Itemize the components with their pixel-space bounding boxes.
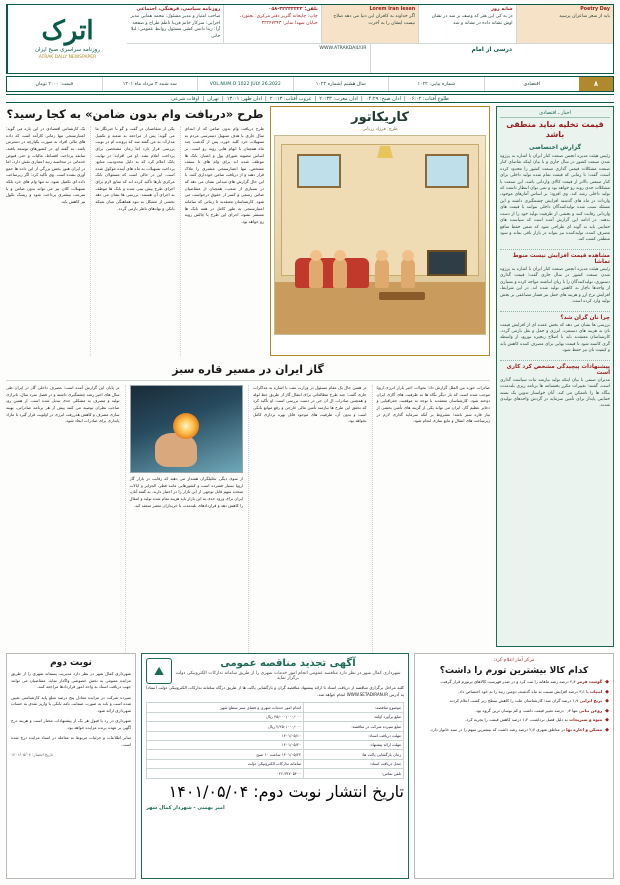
- inflation-item-text: ۲٫۴ درصد رشد ماهانه را ثبت کرد و در صدر فهرست کالاهای پرتورم قرار گرفت.: [440, 679, 576, 684]
- issue-english: VOL.NUM.O 1022 JULY 26.2022: [197, 77, 293, 91]
- sidebar-item-2-text: بررسی ها نشان می دهد که بخش عمده ای از افزایش قیمت نان به هزینه های دستمزد، انرژی و حمل و نقل بازمی گردد. کارشناسان معتقدند باید با اصلاح زنجیره توزیع، از واسطه گری کاسته شود تا قیمت نهایی برای مصرف کننده کاهش یابد و کیفیت نان نیز حفظ شود.: [500, 322, 610, 354]
- masthead-logo: [7, 5, 127, 73]
- masthead-cell-verse-header: شانه روز: [491, 7, 513, 12]
- masthead-cell-lesson: [321, 5, 418, 43]
- notice-paragraph-4: سایر اطلاعات و جزئیات مربوط به معامله در اسناد مزایده درج شده است.: [11, 735, 131, 747]
- cartoon-figure-d: [333, 258, 347, 288]
- bullet-icon: ◆: [605, 688, 609, 695]
- table-row: [147, 703, 404, 712]
- prayer-fajr: اذان صبح: ۰۴:۲۹: [365, 96, 401, 102]
- sidebar-lead-title[interactable]: قیمت تخلیه نباید منطقی باشد: [506, 120, 604, 140]
- prayer-label: اوقات شرعی: [171, 96, 200, 102]
- masthead-cell-lesson-text: اگر خداوند به کافران این دنیا می دهد صلاح نیست ایشان را به آخرت: [333, 13, 416, 26]
- tender-row-3-label: مهلت دریافت اسناد:: [304, 731, 404, 740]
- issue-price: قیمت: ۲۰۰۰ تومان: [35, 81, 74, 87]
- sidebar-item-2: [500, 311, 610, 355]
- masthead-info-grid: [127, 5, 613, 73]
- cartoon-tv: [427, 250, 467, 276]
- tender-row-3-value: ۱۴۰۱/۰۵/۱۰: [147, 731, 304, 740]
- tender-date: تاریخ انتشار نوبت دوم: ۱۴۰۱/۰۵/۰۴: [168, 781, 404, 801]
- masthead: [6, 4, 614, 74]
- masthead-cell-phone: [223, 5, 320, 43]
- inflation-item-label: گوشت قرمز: [577, 679, 603, 684]
- lead-story-col-2: یکی از متقاضیان در گفت و گو با خبرنگار ما می گوید: پس از مراجعه به شعبه و تکمیل مدارک، به من گفته شد که پرونده ام در نوبت بررسی قرار دارد اما زمان مشخصی برای پرداخت اعلام نشد. او می افزاید: در نهایت بانک اعلام کرد که به دلیل محدودیت منابع، پرداخت تسهیلات به ماه های آینده موکول شده است. این در حالی است که مسئولان بانک مرکزی بارها تأکید کرده اند که منابع لازم برای اجرای طرح پیش بینی شده و بانک ها موظف به اجرای آن هستند. بررسی ها نشان می دهد بخشی از مشکل به نبود هماهنگی میان شبکه بانکی و نهادهای ناظر بازمی گردد.: [90, 126, 174, 356]
- issue-serial: شماره پیاپی: ۱۰۲۲: [388, 77, 484, 91]
- prayer-maghrib: اذان مغرب: ۲۰:۳۳: [319, 96, 358, 102]
- bullet-icon: ◆: [605, 707, 609, 714]
- secondary-story-col-1: صادرات حوزه بین الملل گزارش داد: تحولات اخیر بازار انرژی اروپا موجب شده است که بار دیگر نگاه ها به ظرفیت های گازی ایران دوخته شود. کارشناسان معتقدند با توجه به موقعیت جغرافیایی و ذخایر عظیم گاز، ایران می تواند یکی از گزینه های تأمین بخشی از نیاز قاره سبز باشد؛ مشروط بر آنکه سرمایه گذاری لازم در زیرساخت های انتقال و مایع سازی انجام شود.: [372, 385, 491, 715]
- inflation-headline[interactable]: کدام کالا بیشترین تورم را داشت؟: [439, 666, 589, 676]
- tender-row-6-label: محل دریافت اسناد:: [304, 759, 404, 768]
- masthead-cell-verse-text: در به کی این هنر که وصف بر شد در نشان اوش نشانه داده در نشانه و شد: [431, 13, 513, 26]
- sidebar-item-2-title[interactable]: چرا نان گران شد؟: [560, 314, 610, 321]
- lead-story-columns: [6, 126, 264, 356]
- bullet-icon: ◆: [605, 726, 609, 733]
- bullet-icon: ◆: [605, 717, 609, 723]
- notice-paragraph-1: شهرداری کمال شهر در نظر دارد مدیریت پسماند شهری را از طریق مزایده عمومی به بخش خصوصی واگذار نماید. متقاضیان می توانند جهت دریافت اسناد به واحد امور قراردادها مراجعه کنند.: [11, 671, 131, 690]
- inflation-item-text: با ۳٫۱ درصد افزایش نسبت به ماه گذشته، دومین رتبه را به خود اختصاص داد.: [458, 688, 589, 694]
- inflation-item: [419, 679, 609, 686]
- notice-dateline: تاریخ انتشار: ۱۴۰۱/۰۵/۰۴: [11, 752, 53, 758]
- masthead-cell-credits-header: روزنامه سیاسی، فرهنگی، اجتماعی: [136, 7, 221, 12]
- sidebar-item-3-text: مدیران صنفی با بیان اینکه تولید نیازمند ثبات سیاست گذاری است، گفتند: تغییرات مکرر بخشنامه ها برنامه ریزی بلندمدت بنگاه ها را ناممکن می کند. آنان خواستار تدوین یک بسته حمایتی پایدار برای تأمین سرمایه در گردش واحدهای تولیدی شدند.: [500, 377, 610, 409]
- story-photo: [130, 385, 244, 473]
- lead-story-col-1: طرح دریافت وام بدون ضامن که از ابتدای سال جاری با هدف تسهیل دسترسی مردم به تسهیلات خرد کلید خورد، پس از گذشت چند ماه همچنان با ابهام هایی روبه رو است. بر اساس مصوبه شورای پول و اعتبار، بانک ها موظف شده اند برای وام های تا سقف مشخص، تنها اعتبارسنجی مشتری را ملاک قرار دهند و از دریافت ضامن خودداری کنند. با این حال گزارش های میدانی نشان می دهد که در بسیاری از شعب، همچنان از متقاضیان ضامن رسمی و کسر از حقوق درخواست می شود. کارشناسان معتقدند تا زمانی که سامانه اعتبارسنجی به طور کامل در همه بانک ها مستقر نشود، اجرای این طرح با چالش روبه رو خواهد بود.: [180, 126, 264, 356]
- tender-row-2-label: مبلغ سپرده شرکت در مناقصه:: [304, 722, 404, 731]
- table-row: [147, 769, 404, 778]
- inflation-item-text: تنها ۰٫۴ درصد تغییر قیمت داشت و کم نوسان ترین گروه بود.: [474, 707, 578, 713]
- table-row: [147, 750, 404, 759]
- inflation-item-label: لبنیات: [589, 688, 603, 694]
- tender-row-1-label: مبلغ برآورد اولیه:: [304, 712, 404, 721]
- municipality-logo-icon: ⛰: [146, 658, 172, 684]
- masthead-cell-phone-header: تلفن: ۳۲۲۴۴۴۴۴-۰۵۸: [268, 7, 318, 12]
- lead-story-col-3: یک کارشناس اقتصادی در این باره می گوید: اعتبارسنجی تنها زمانی کارآمد است که داده های مالی افراد به صورت یکپارچه در دسترس باشد. به گفته او، در کشورهای توسعه یافته، سابقه پرداخت اقساط، مالیات و حتی قبوض خدماتی در محاسبه رتبه اعتباری نقش دارد، اما در ایران هنوز بخش بزرگی از این داده ها جمع آوری نشده است. وی تأکید کرد: اگر زیرساخت داده ای تکمیل شود، نه تنها وام های خرد بلکه تسهیلات کلان نیز می تواند بدون ضامن و با سرعت بیشتری پرداخت شود و ریسک نکول نیز کاهش یابد.: [6, 126, 86, 204]
- cartoon-table: [379, 292, 425, 300]
- sidebar-item-3: [500, 360, 610, 410]
- issue-date: سه شنبه ۴ مرداد ماه ۱۴۰۱: [102, 77, 198, 91]
- table-row: [147, 712, 404, 721]
- tender-row-0-label: موضوع مناقصه:: [304, 703, 404, 712]
- photo-hand: [155, 433, 197, 467]
- inflation-item: [419, 689, 609, 696]
- secondary-story-col-3-text: از سوی دیگر، تحلیلگران هشدار می دهند که رقابت در بازار گاز اروپا بسیار فشرده است و کشورهایی مانند قطر، الجزایر و ایالات متحده سهم قابل توجهی از این بازار را در اختیار دارند. به گفته آنان، ایران برای ورود جدی به این بازار باید هزینه تمام شده تولید و انتقال را کاهش دهد و قراردادهای بلندمدت با خریداران معتبر منعقد کند.: [129, 476, 243, 508]
- inflation-item-text: در مناطق شهری ۲٫۷ درصد رشد داشت که بیشترین سهم را در سبد خانوار دارد.: [429, 726, 565, 732]
- prayer-sunset: غروب آفتاب: ۲۰:۱۳: [269, 96, 312, 102]
- tender-row-5-value: ۱۴۰۱/۰۵/۲۲ ساعت ۱۰ صبح: [147, 750, 304, 759]
- masthead-website-text: WWW.ATRAKDAILY.IR: [319, 45, 367, 51]
- masthead-row-bottom: [127, 44, 613, 73]
- masthead-cell-poetry: [516, 5, 613, 43]
- masthead-website[interactable]: [127, 44, 370, 73]
- masthead-lesson-title: درسی از امام: [370, 44, 614, 73]
- cartoon-figure-b: [375, 258, 389, 288]
- inflation-item-text: به دلیل فصل برداشت، ۱٫۲ درصد کاهش قیمت را تجربه کرد.: [465, 717, 568, 722]
- notice-body: [11, 671, 131, 748]
- notice-title: نوبت دوم: [50, 658, 92, 668]
- tender-row-4-label: مهلت ارائه پیشنهاد:: [304, 740, 404, 749]
- cartoon-block: [270, 106, 490, 356]
- inflation-item-label: میوه و سبزیجات: [569, 717, 603, 722]
- table-row: [147, 731, 404, 740]
- masthead-cell-phone-text: چاپ: چاپخانه گلریز دفتر مرکزی: بجنورد، خیابان شهدا نمابر: ۳۲۲۴۷۳۴۳: [239, 13, 318, 26]
- cartoon-title: کاریکاتور: [351, 110, 409, 125]
- issue-year: سال هشتم /شماره ۱۰۲۲: [293, 77, 389, 91]
- secondary-story-headline[interactable]: گاز ایران در مسیر قاره سبز: [6, 362, 490, 381]
- secondary-story: [6, 362, 490, 647]
- sidebar-item-1-text: رئیس هیئت مدیره انجمن صنعت کنار ایران با اشاره به پرژوه شدن صنعت کشور در سال جاری گفت: قیمت گذاری دستوری، تولیدکنندگان را با زیان انباشته مواجه کرده و بسیاری از واحدها ناچار به کاهش تولید شده اند. در این شرایط، افزایش نرخ ارز و هزینه های حمل نیز فشار مضاعفی بر بخش تولید وارد کرده است.: [500, 266, 610, 305]
- tender-row-7-value: ۰۲۶-۳۴۷۰۵۴۰۰: [147, 769, 304, 778]
- tender-title: آگهی تجدید مناقصه عمومی: [220, 658, 356, 669]
- page-number-badge: ۸: [579, 77, 613, 91]
- sidebar-lead-body: رئیس هیئت مدیره انجمن صنعت کنار ایران با اشاره به پرژوه شدن صنعت کشور در سال جاری و با بیان اینکه تقاضای کنار صنعت مشکلات قیمتی گذاری صنعت کشور را محدود کرده است، گفت: تا زمانی که قیمت تمام شده تولید داخلی برای کنار صنعتی بالاتر از قیمت کالای وارداتی باشد، این صنعت با مشکلات جدی روبه رو خواهد بود و نمی توان انتظار داشت که تولید داخلی رشد کند. وی افزود: بر اساس آمارهای موجود، واردات در ماه های گذشته افزایش چشمگیری داشته و این مسئله سبب شده تولیدکنندگان داخلی نتوانند با قیمت های وارداتی رقابت کنند و بخشی از ظرفیت تولید خود را از دست بدهند. در ادامه این گزارش آمده است که سیاست های حمایتی باید به گونه ای طراحی شود که ضمن حفظ منافع مصرف کننده، تولیدکننده نیز بتواند در بازار باقی بماند و سود منطقی کسب کند.: [500, 153, 610, 243]
- secondary-story-col-4: در پایان این گزارش آمده است: مصرف داخلی گاز در ایران طی سال های اخیر رشد چشمگیری داشته و در فصل سرد سال، ناترازی تولید و مصرف به مشکلی جدی تبدیل شده است. از همین رو، صاحب نظران توصیه می کنند پیش از هر برنامه صادراتی، بهینه سازی مصرف و کاهش هدررفت انرژی در اولویت قرار گیرد تا مازاد پایداری برای صادرات ایجاد شود.: [6, 385, 120, 424]
- sidebar-item-1: [500, 249, 610, 306]
- inflation-item-label: برنج ایرانی: [579, 698, 603, 703]
- masthead-cell-poetry-text: باید از شعر شاعران پرسید: [559, 13, 610, 19]
- page-content: [6, 106, 614, 879]
- tender-row-4-value: ۱۴۰۱/۰۵/۲۰: [147, 740, 304, 749]
- notice-paragraph-2: سپرده شرکت در مزایده معادل پنج درصد مبلغ پایه کارشناسی تعیین شده است و باید به صورت ضمانت نامه بانکی یا واریز نقدی به حساب شهرداری ارائه شود.: [11, 694, 131, 713]
- sidebar-item-1-title[interactable]: مشاهده قیمت افزایش نیست منوط تماشا: [512, 252, 610, 265]
- photo-gas-flame: [173, 413, 199, 439]
- tender-row-5-label: زمان بازگشایی پاکت ها:: [304, 750, 404, 759]
- tender-row-7-label: تلفن تماس:: [304, 769, 404, 778]
- lead-story-headline[interactable]: طرح «دریافت وام بدون ضامن» به کجا رسید؟: [6, 107, 264, 121]
- inflation-item: [419, 708, 609, 715]
- table-row: [147, 759, 404, 768]
- cartoon-window-right: [425, 154, 469, 188]
- inflation-item: [419, 698, 609, 705]
- brand-subtitle: روزنامه سراسری صبح ایران: [35, 47, 100, 53]
- prayer-dhuhr: اذان ظهر: ۱۳:۰۱: [226, 96, 262, 102]
- cartoon-floor: [275, 282, 485, 334]
- cartoon-sofa: [295, 258, 369, 288]
- sidebar-item-3-title[interactable]: پیشنهادات پیچیدگی مشخص کرد کاری است: [506, 363, 610, 376]
- cartoon-figure-c: [309, 258, 323, 288]
- bottom-row: [6, 653, 614, 879]
- sidebar-news-column: [496, 106, 614, 647]
- prayer-city: تهران: [207, 96, 219, 102]
- tender-advert: [141, 653, 409, 879]
- masthead-cell-poetry-header: Poetry Day: [580, 7, 610, 12]
- table-row: [147, 740, 404, 749]
- secondary-story-col-2: در همین حال یک مقام مسئول در وزارت نفت با اشاره به مذاکرات جاری گفت: چند طرح مطالعاتی برای انتقال گاز از طریق خط لوله و همچنین صادرات ال ان جی در دست بررسی است. او تأکید کرد که تحقق این طرح ها نیازمند تأمین مالی خارجی و رفع موانع بانکی است و بدون آن، ظرفیت های موجود قابل بهره برداری کامل نخواهد بود.: [248, 385, 367, 715]
- masthead-cell-credits: [127, 5, 223, 43]
- inflation-item-label: روغن نباتی: [578, 707, 603, 713]
- masthead-row-top: [127, 5, 613, 44]
- cartoon-figure-a: [401, 258, 415, 288]
- table-row: [147, 722, 404, 731]
- cartoon-credit: طرح: فرزاد زرنانی: [362, 127, 398, 132]
- inflation-kicker: مرکز آمار اعلام کرد:: [493, 658, 535, 663]
- notice-advert: [6, 653, 136, 879]
- inflation-item-label: مسکن و اجاره بها: [566, 726, 603, 732]
- inflation-article: [414, 653, 614, 879]
- cartoon-window-left: [297, 154, 341, 188]
- tender-row-0-value: انجام امور خدمات شهری و فضای سبز سطح شهر: [147, 703, 304, 712]
- sidebar-lead-subtitle: گزارش اختصاصی: [529, 143, 581, 151]
- sidebar-header: اخبار ـ اقتصادی: [500, 110, 610, 118]
- masthead-cell-verse: [418, 5, 515, 43]
- cartoon-illustration: [274, 135, 486, 335]
- bullet-icon: ◆: [605, 698, 609, 704]
- notice-paragraph-3: شهرداری در رد یا قبول هر یک از پیشنهادات مختار است و هزینه درج آگهی بر عهده برنده مزایده خواهد بود.: [11, 718, 131, 730]
- tender-signature: امیر بهمنی - شهردار کمال شهر: [146, 804, 225, 811]
- brand-name: اترک: [41, 16, 94, 46]
- tender-row-6-value: سامانه تدارکات الکترونیکی دولت: [147, 759, 304, 768]
- lead-story: [6, 106, 264, 356]
- tender-row-1-value: ۴۵/۰۰۰/۰۰۰/۰۰۰ ریال: [147, 712, 304, 721]
- bullet-icon: ◆: [605, 679, 609, 685]
- masthead-cell-credits-text: صاحب امتیاز و مدیر مسئول: محمد همایی مدیر اجرایی: سرکار خانم فریبا ناظم طراح و صفحه آرا: زینا دانش کشی مسئول روابط عمومی: لیلا خانی: [130, 13, 221, 39]
- inflation-item: [419, 717, 609, 724]
- masthead-cell-lesson-header: Lorem Iran Iesen: [369, 7, 416, 12]
- brand-name-english: ATRAK DAILY NEWSPAPER: [38, 55, 97, 60]
- prayer-times-bar: طلوع آفتاب: ۰۶:۰۲ | اذان صبح: ۰۴:۲۹ | اذان مغرب: ۲۰:۳۳ | غروب آفتاب: ۲۰:۱۳ | اذان ظهر: ۱۳:۰۱ | تهران | اوقات شرعی: [6, 94, 614, 103]
- inflation-item-text: ۱٫۹ درصد گران شد؛ کارشناسان علت را کاهش سطح زیر کشت اعلام کردند.: [448, 698, 579, 703]
- tender-subtitle: شهرداری کمال شهر در نظر دارد مناقصه عمومی انجام امور خدمات شهری را از طریق سامانه تدارکات الکترونیکی دولت برگزار نماید: [175, 671, 401, 681]
- tender-table: [146, 702, 404, 779]
- issue-info-bar: [6, 76, 614, 92]
- section-label: اقتصادی: [484, 77, 580, 91]
- tender-body: کلیه مراحل برگزاری مناقصه از دریافت اسناد تا ارائه پیشنهاد مناقصه گران و بازگشایی پاکت ها از طریق درگاه سامانه تدارکات الکترونیکی دولت (ستاد) به آدرس WWW.SETADIRAN.IR انجام خواهد شد.: [146, 685, 404, 697]
- tender-row-2-value: ۲/۲۵۰/۰۰۰/۰۰۰ ریال: [147, 722, 304, 731]
- inflation-item: [419, 727, 609, 734]
- prayer-sunrise: طلوع آفتاب: ۰۶:۰۲: [408, 96, 449, 102]
